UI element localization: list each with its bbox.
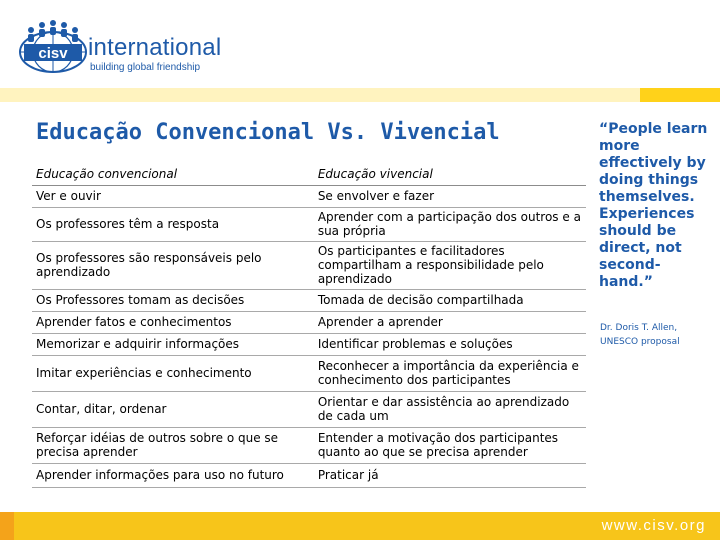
globe-people-icon (18, 14, 88, 76)
table-cell: Os participantes e facilitadores compartilham a responsibilidade pelo aprendizado (314, 241, 586, 289)
quote-text: “People learn more effectively by doing things themselves. Experiences should be direct, not second-hand.” (599, 121, 708, 290)
table-cell: Ver e ouvir (32, 185, 314, 207)
table-cell: Aprender informações para uso no futuro (32, 463, 314, 487)
header-band (0, 88, 720, 102)
table-row (32, 289, 586, 311)
table-cell: Contar, ditar, ordenar (32, 391, 314, 427)
table-cell: Tomada de decisão compartilhada (314, 289, 586, 311)
table-row (32, 333, 586, 355)
table-cell: Aprender com a participação dos outros e a sua própria (314, 207, 586, 241)
footer-url[interactable]: www.cisv.org (601, 517, 706, 534)
table-row (32, 427, 586, 463)
quote-attribution: Dr. Doris T. Allen, UNESCO proposal (600, 323, 680, 347)
table-cell: Aprender fatos e conhecimentos (32, 311, 314, 333)
table-cell: Orientar e dar assistência ao aprendizado de cada um (314, 391, 586, 427)
table-cell: Aprender a aprender (314, 311, 586, 333)
table-cell: Praticar já (314, 463, 586, 487)
header-band-light (0, 88, 640, 102)
table-row (32, 463, 586, 487)
header-conventional: Educação convencional (32, 163, 314, 185)
table-row (32, 185, 586, 207)
footer-band-edge (0, 512, 14, 540)
table-cell: Imitar experiências e conhecimento (32, 355, 314, 391)
table-row (32, 355, 586, 391)
table-cell: Entender a motivação dos participantes quanto ao que se precisa aprender (314, 427, 586, 463)
brand-tagline: building global friendship (90, 62, 201, 73)
table-cell: Reconhecer a importância da experiência e conhecimento dos participantes (314, 355, 586, 391)
brand-name: international (88, 34, 222, 61)
table-cell: Se envolver e fazer (314, 185, 586, 207)
slide-title: Educação Convencional Vs. Vivencial (36, 120, 500, 145)
table-header-row (32, 163, 586, 185)
cisv-logo (18, 14, 222, 74)
table-row (32, 391, 586, 427)
table-row (32, 207, 586, 241)
table-cell: Identificar problemas e soluções (314, 333, 586, 355)
table-row (32, 311, 586, 333)
table-cell: Os Professores tomam as decisões (32, 289, 314, 311)
table-cell: Os professores são responsáveis pelo aprendizado (32, 241, 314, 289)
table-cell: Reforçar idéias de outros sobre o que se precisa aprender (32, 427, 314, 463)
logo-wordmark: cisv (38, 45, 68, 62)
footer-band (0, 512, 720, 540)
comparison-table (32, 163, 586, 488)
table-cell: Memorizar e adquirir informações (32, 333, 314, 355)
table-cell: Os professores têm a resposta (32, 207, 314, 241)
header-experiential: Educação vivencial (314, 163, 586, 185)
table-row (32, 241, 586, 289)
